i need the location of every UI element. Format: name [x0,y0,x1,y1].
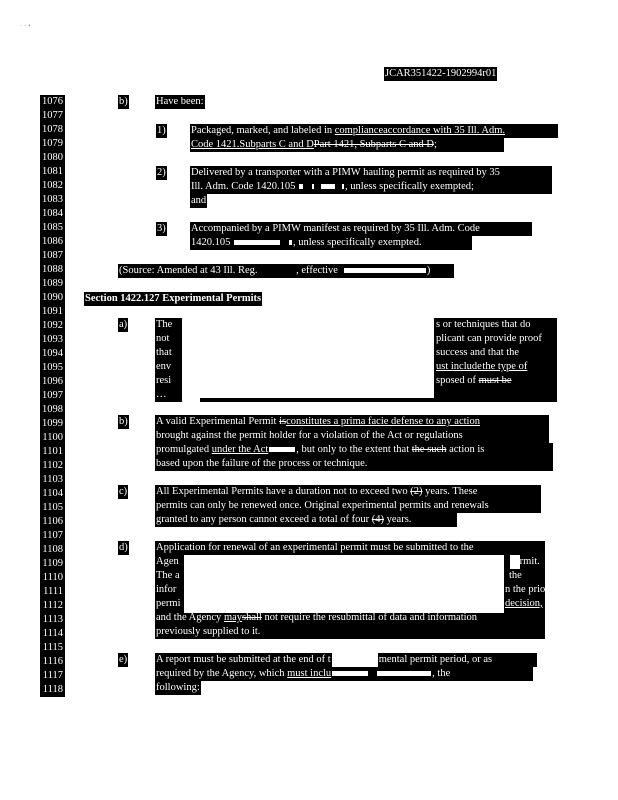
line-number: 1104 [40,487,65,501]
line-number: 1107 [40,529,65,543]
line-number: 1091 [42,306,63,317]
line-number: 1089 [42,278,63,289]
text-d-right: ermit. the n the prior decision, [505,556,549,609]
text-a-left: The not that env resi … [156,319,173,400]
document-id: JCAR351422-1902994r01 [385,68,497,79]
text-b-line-2: brought against the permit holder for a violation of the Act or regulations [155,429,549,443]
redaction-block-a [182,316,434,398]
line-number: 1116 [40,655,65,669]
item-label-b: b) [119,96,128,107]
line-number: 1118 [40,683,65,697]
text-accompanied-line-2: 1420.105 , unless specifically exempted. [190,236,472,250]
line-number: 1086 [42,236,63,247]
line-number: 1100 [40,431,65,445]
line-number: 1084 [42,208,63,219]
line-number: 1103 [40,473,65,487]
text-c-line-1: All Experimental Permits have a duration not to exceed two (2) years. These [155,485,541,499]
item-label-a: a) [119,319,128,330]
section-heading: Section 1422.127 Experimental Permits [85,293,262,304]
line-number: 1111 [40,585,65,599]
line-number: 1106 [40,515,65,529]
line-number: 1082 [42,180,63,191]
text-e-line-3: following: [156,682,200,693]
line-number: 1081 [42,166,63,177]
text-accompanied-line-1: Accompanied by a PIMW manifest as required by 35 Ill. Adm. Code [190,222,532,236]
line-number: 1092 [42,320,63,331]
line-number: 1101 [40,445,65,459]
line-number: 1088 [42,264,63,275]
line-number: 1109 [40,557,65,571]
line-number: 1096 [42,376,63,387]
text-delivered-line-3: and [191,195,207,206]
text-delivered-line-1: Delivered by a transporter with a PIMW hauling permit as required by 35 [190,166,552,180]
line-number: 1117 [40,669,65,683]
item-label-d: d) [119,542,128,553]
item-label-e: e) [119,654,128,665]
text-b-line-4: based upon the failure of the process or technique. [155,457,553,471]
text-e-line-1: A report must be submitted at the end of t mental permit period, or as [155,653,537,667]
text-a-right: s or techniques that do plicant can provide proof success and that the ust include the type of sposed of must be [436,319,542,386]
line-number: 1098 [42,404,63,415]
text-packaged-line-2: Code 1421.Subparts C and DPart 1421, Subparts C and D; [190,138,504,152]
text-packaged-line-1: Packaged, marked, and labeled in complianceaccordance with 35 Ill. Adm. [190,124,558,138]
line-number: 1080 [42,152,63,163]
line-number: 1110 [40,571,65,585]
item-label-b2: b) [119,416,128,427]
text-c-line-3: granted to any person cannot exceed a total of four (4) years. [155,513,457,527]
subitem-label-1: 1) [157,125,166,136]
text-delivered-line-2: Ill. Adm. Code 1420.105 , unless specifically exempted; [190,180,552,194]
source-note: (Source: Amended at 43 Ill. Reg. , effective ) [118,264,454,278]
subitem-label-2: 2) [157,167,166,178]
line-number: 1093 [42,334,63,345]
line-number: 1114 [40,627,65,641]
text-c-line-2: permits can only be renewed once. Original experimental permits and renewals [155,499,541,513]
line-number: 1087 [42,250,63,261]
text-b-line-1: A valid Experimental Permit isconstitutes a prima facie defense to any action [155,415,549,429]
text-e-line-2: required by the Agency, which must inclu , the [155,667,533,681]
line-number: 1113 [40,613,65,627]
line-number: 1102 [40,459,65,473]
text-d-left: Application for renewal of an experimental permit must be submitted to the Agen The a infor permi and the Agency mayshall not require the resubmittal of data and information previously supplied to it. [156,542,478,637]
line-number: 1105 [40,501,65,515]
line-number: 1097 [42,390,63,401]
line-number: 1108 [40,543,65,557]
line-number: 1090 [42,292,63,303]
line-number: 1115 [40,641,65,655]
line-number: 1095 [42,362,63,373]
text-b-line-3: promulgated under the Act , but only to the extent that the such action is [155,443,553,457]
line-number: 1079 [42,138,63,149]
subitem-label-3: 3) [157,223,166,234]
line-number: 1094 [42,348,63,359]
line-number: 1085 [42,222,63,233]
line-number: 1077 [42,110,63,121]
item-label-c: c) [119,486,128,497]
line-number: 1099 [42,418,63,429]
text-have-been: Have been: [156,96,204,107]
line-number: 1078 [42,124,63,135]
line-number: 1083 [42,194,63,205]
scan-mark: · · • [20,22,31,30]
line-number: 1112 [40,599,65,613]
line-number: 1076 [42,96,63,107]
